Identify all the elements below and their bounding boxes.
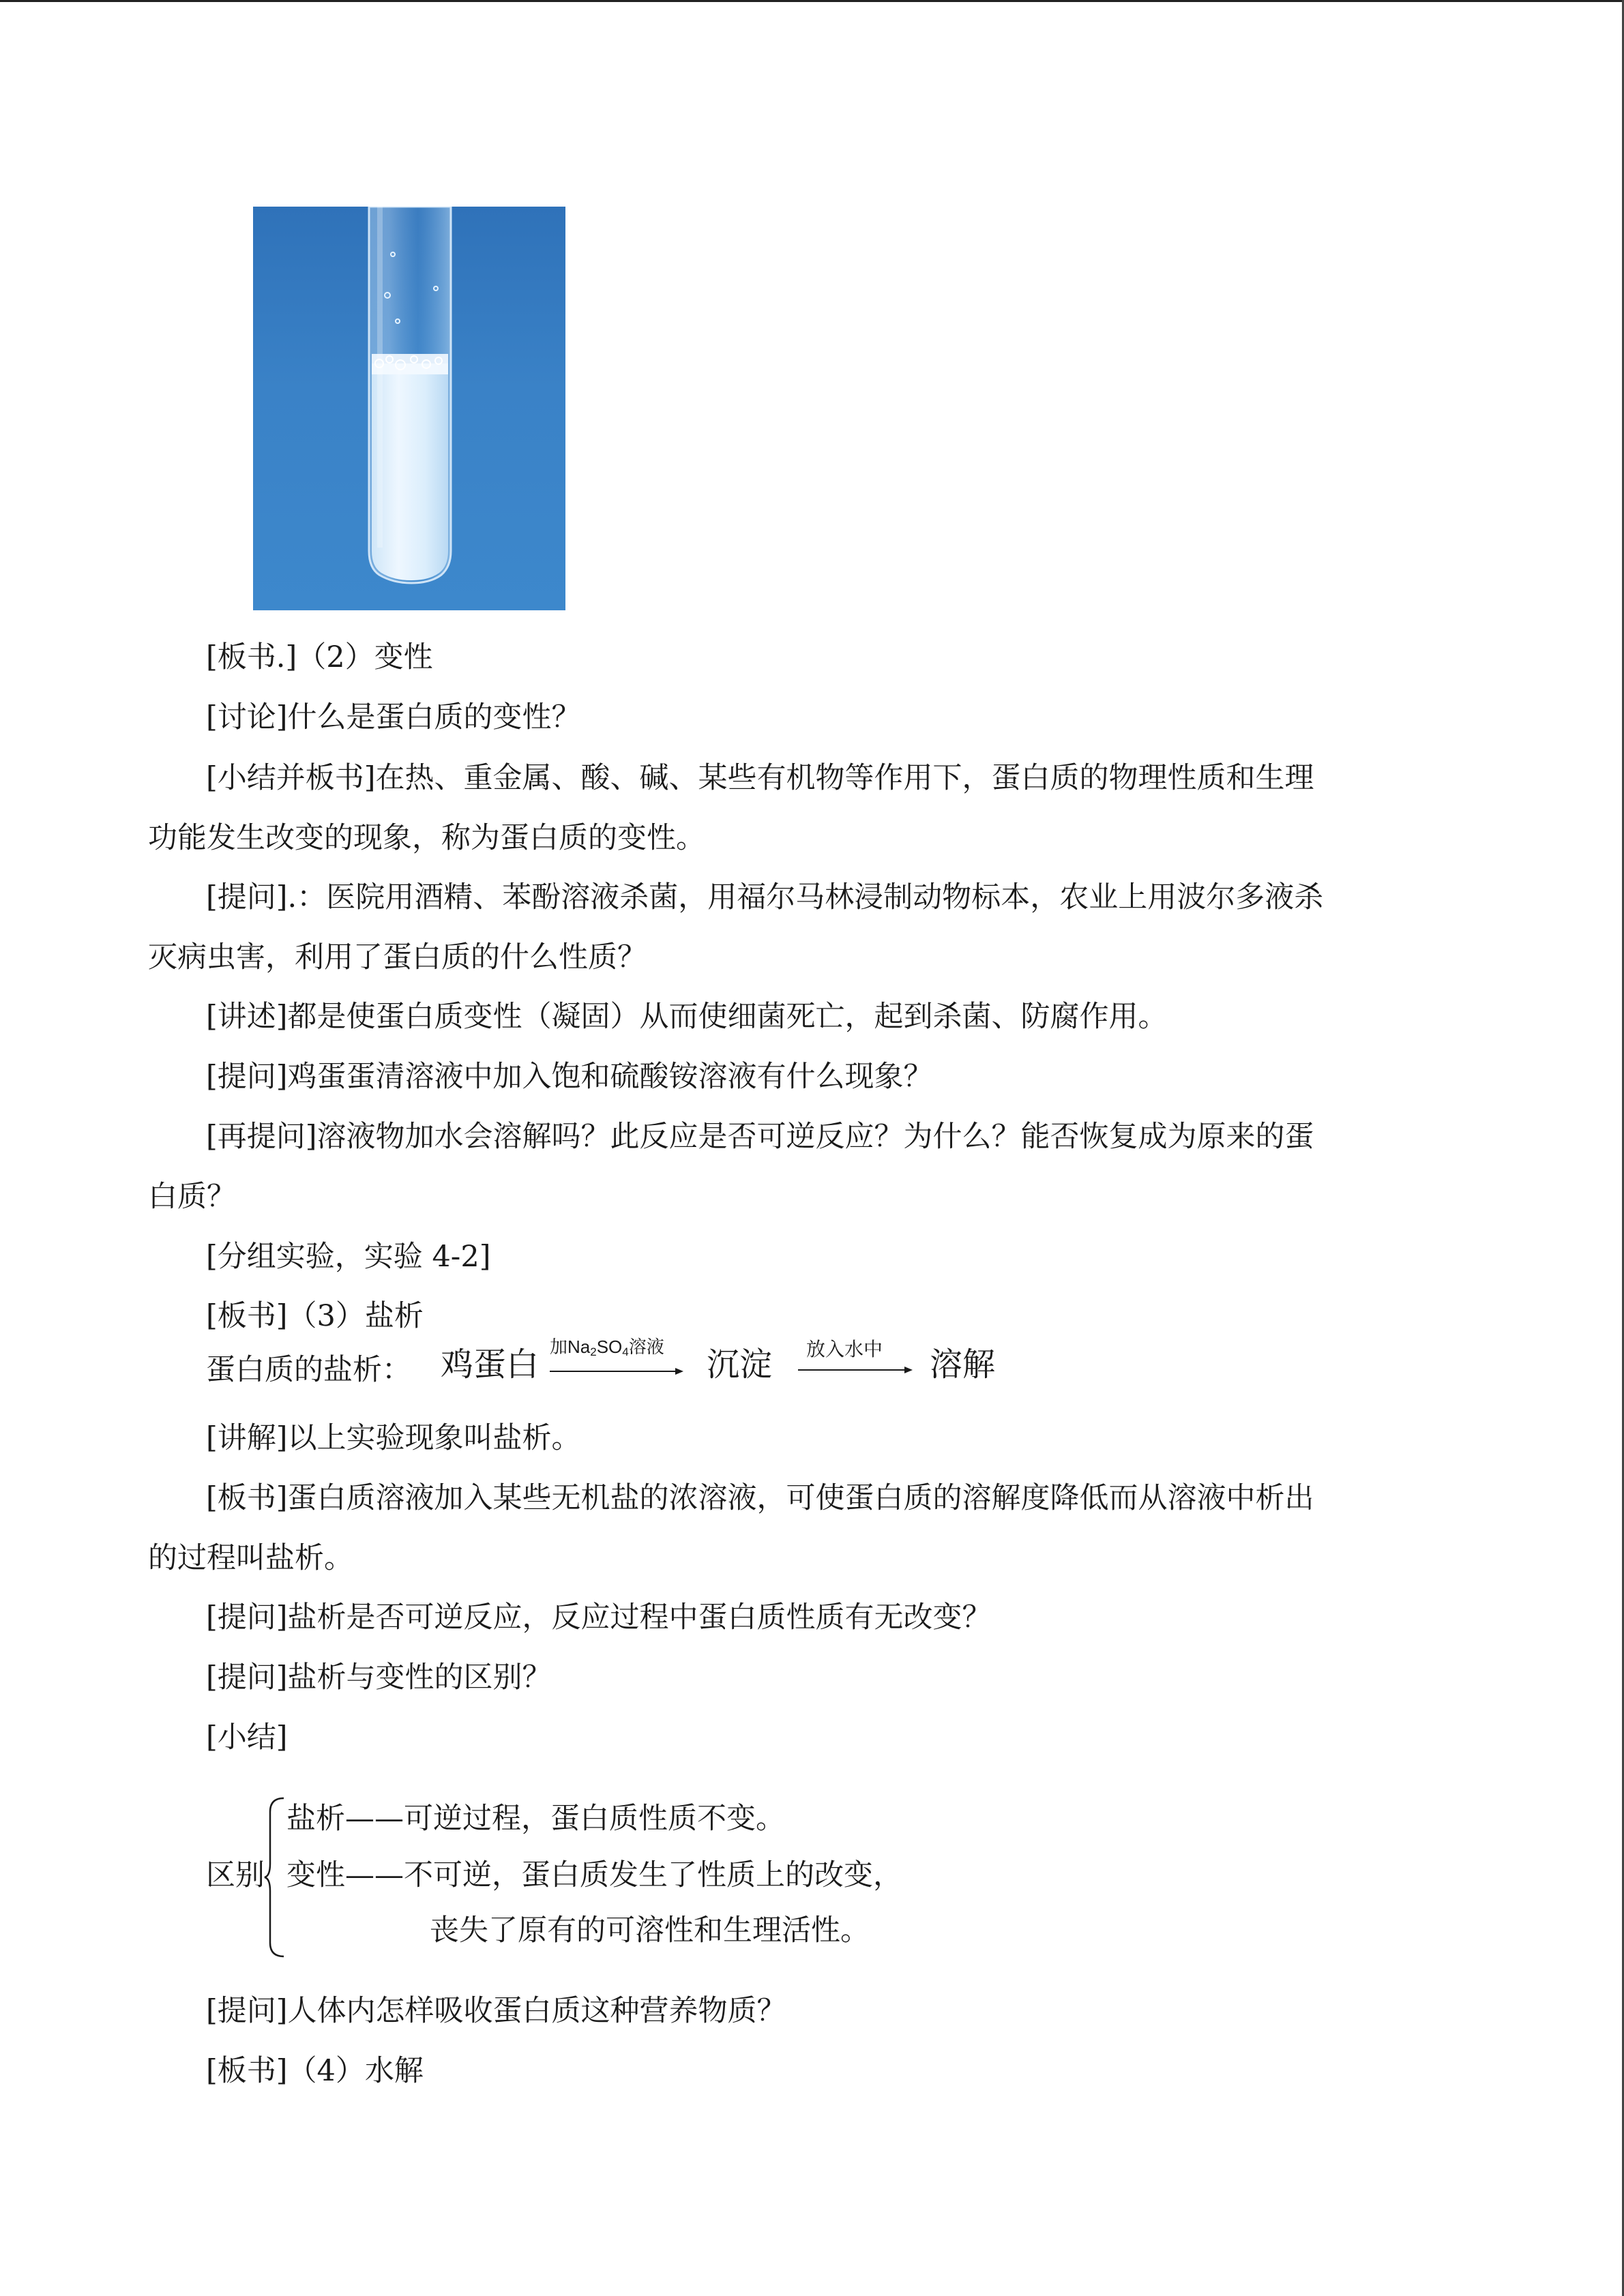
- text-line-6: 灭病虫害，利用了蛋白质的什么性质？: [148, 940, 647, 974]
- text-line-12: [板书]（3）盐析: [206, 1299, 424, 1333]
- text-line-9: [再提问]溶液物加水会溶解吗？此反应是否可逆反应？为什么？能否恢复成为原来的蛋: [206, 1120, 1314, 1154]
- text-line-5: [提问].：医院用酒精、苯酚溶液杀菌，用福尔马林浸制动物标本，农业上用波尔多液杀: [206, 880, 1324, 914]
- formula-condition-1: 加$Na_2SO_4$溶液: [550, 1337, 664, 1358]
- curly-brace-icon: [263, 1795, 286, 1959]
- text-line-11: [分组实验，实验 4-2]: [206, 1240, 491, 1274]
- text-line-1: [板书.]（2）变性: [206, 640, 433, 674]
- text-line-14: [板书]蛋白质溶液加入某些无机盐的浓溶液，可使蛋白质的溶解度降低而从溶液中析出: [206, 1481, 1314, 1515]
- reaction-arrow-2: [798, 1365, 914, 1375]
- formula-reactant: 鸡蛋白: [441, 1345, 540, 1384]
- summary-item-denaturation: 变性——不可逆，蛋白质发生了性质上的改变，: [286, 1858, 902, 1892]
- text-line-8: [提问]鸡蛋蛋清溶液中加入饱和硫酸铵溶液有什么现象？: [206, 1060, 933, 1094]
- formula-product-2: 溶解: [930, 1345, 996, 1384]
- formula-product-1: 沉淀: [707, 1345, 773, 1384]
- text-line-16: [提问]盐析是否可逆反应，反应过程中蛋白质性质有无改变？: [206, 1600, 992, 1635]
- text-line-20: [板书]（4）水解: [206, 2054, 424, 2088]
- reaction-arrow-1: [550, 1367, 685, 1376]
- test-tube-photo: [253, 207, 565, 610]
- formula-condition-2: 放入水中: [806, 1339, 883, 1360]
- text-line-18: [小结]: [206, 1720, 288, 1755]
- text-line-15: 的过程叫盐析。: [148, 1541, 353, 1575]
- text-line-2: [讨论]什么是蛋白质的变性？: [206, 700, 581, 734]
- summary-label: 区别: [206, 1858, 265, 1892]
- formula-label: 蛋白质的盐析：: [206, 1353, 411, 1387]
- text-line-19: [提问]人体内怎样吸收蛋白质这种营养物质？: [206, 1994, 786, 2028]
- text-line-3: [小结并板书]在热、重金属、酸、碱、某些有机物等作用下，蛋白质的物理性质和生理: [206, 761, 1314, 795]
- text-line-7: [讲述]都是使蛋白质变性（凝固）从而使细菌死亡，起到杀菌、防腐作用。: [206, 1000, 1168, 1034]
- text-line-10: 白质？: [148, 1180, 236, 1214]
- text-line-17: [提问]盐析与变性的区别？: [206, 1660, 552, 1695]
- text-line-13: [讲解]以上实验现象叫盐析。: [206, 1421, 581, 1455]
- text-line-4: 功能发生改变的现象，称为蛋白质的变性。: [148, 821, 705, 855]
- summary-item-denaturation-cont: 丧失了原有的可溶性和生理活性。: [430, 1913, 870, 1948]
- summary-item-salting-out: 盐析——可逆过程，蛋白质性质不变。: [286, 1802, 785, 1836]
- test-tube-image: [253, 207, 565, 610]
- page-top-border: [0, 0, 1624, 2]
